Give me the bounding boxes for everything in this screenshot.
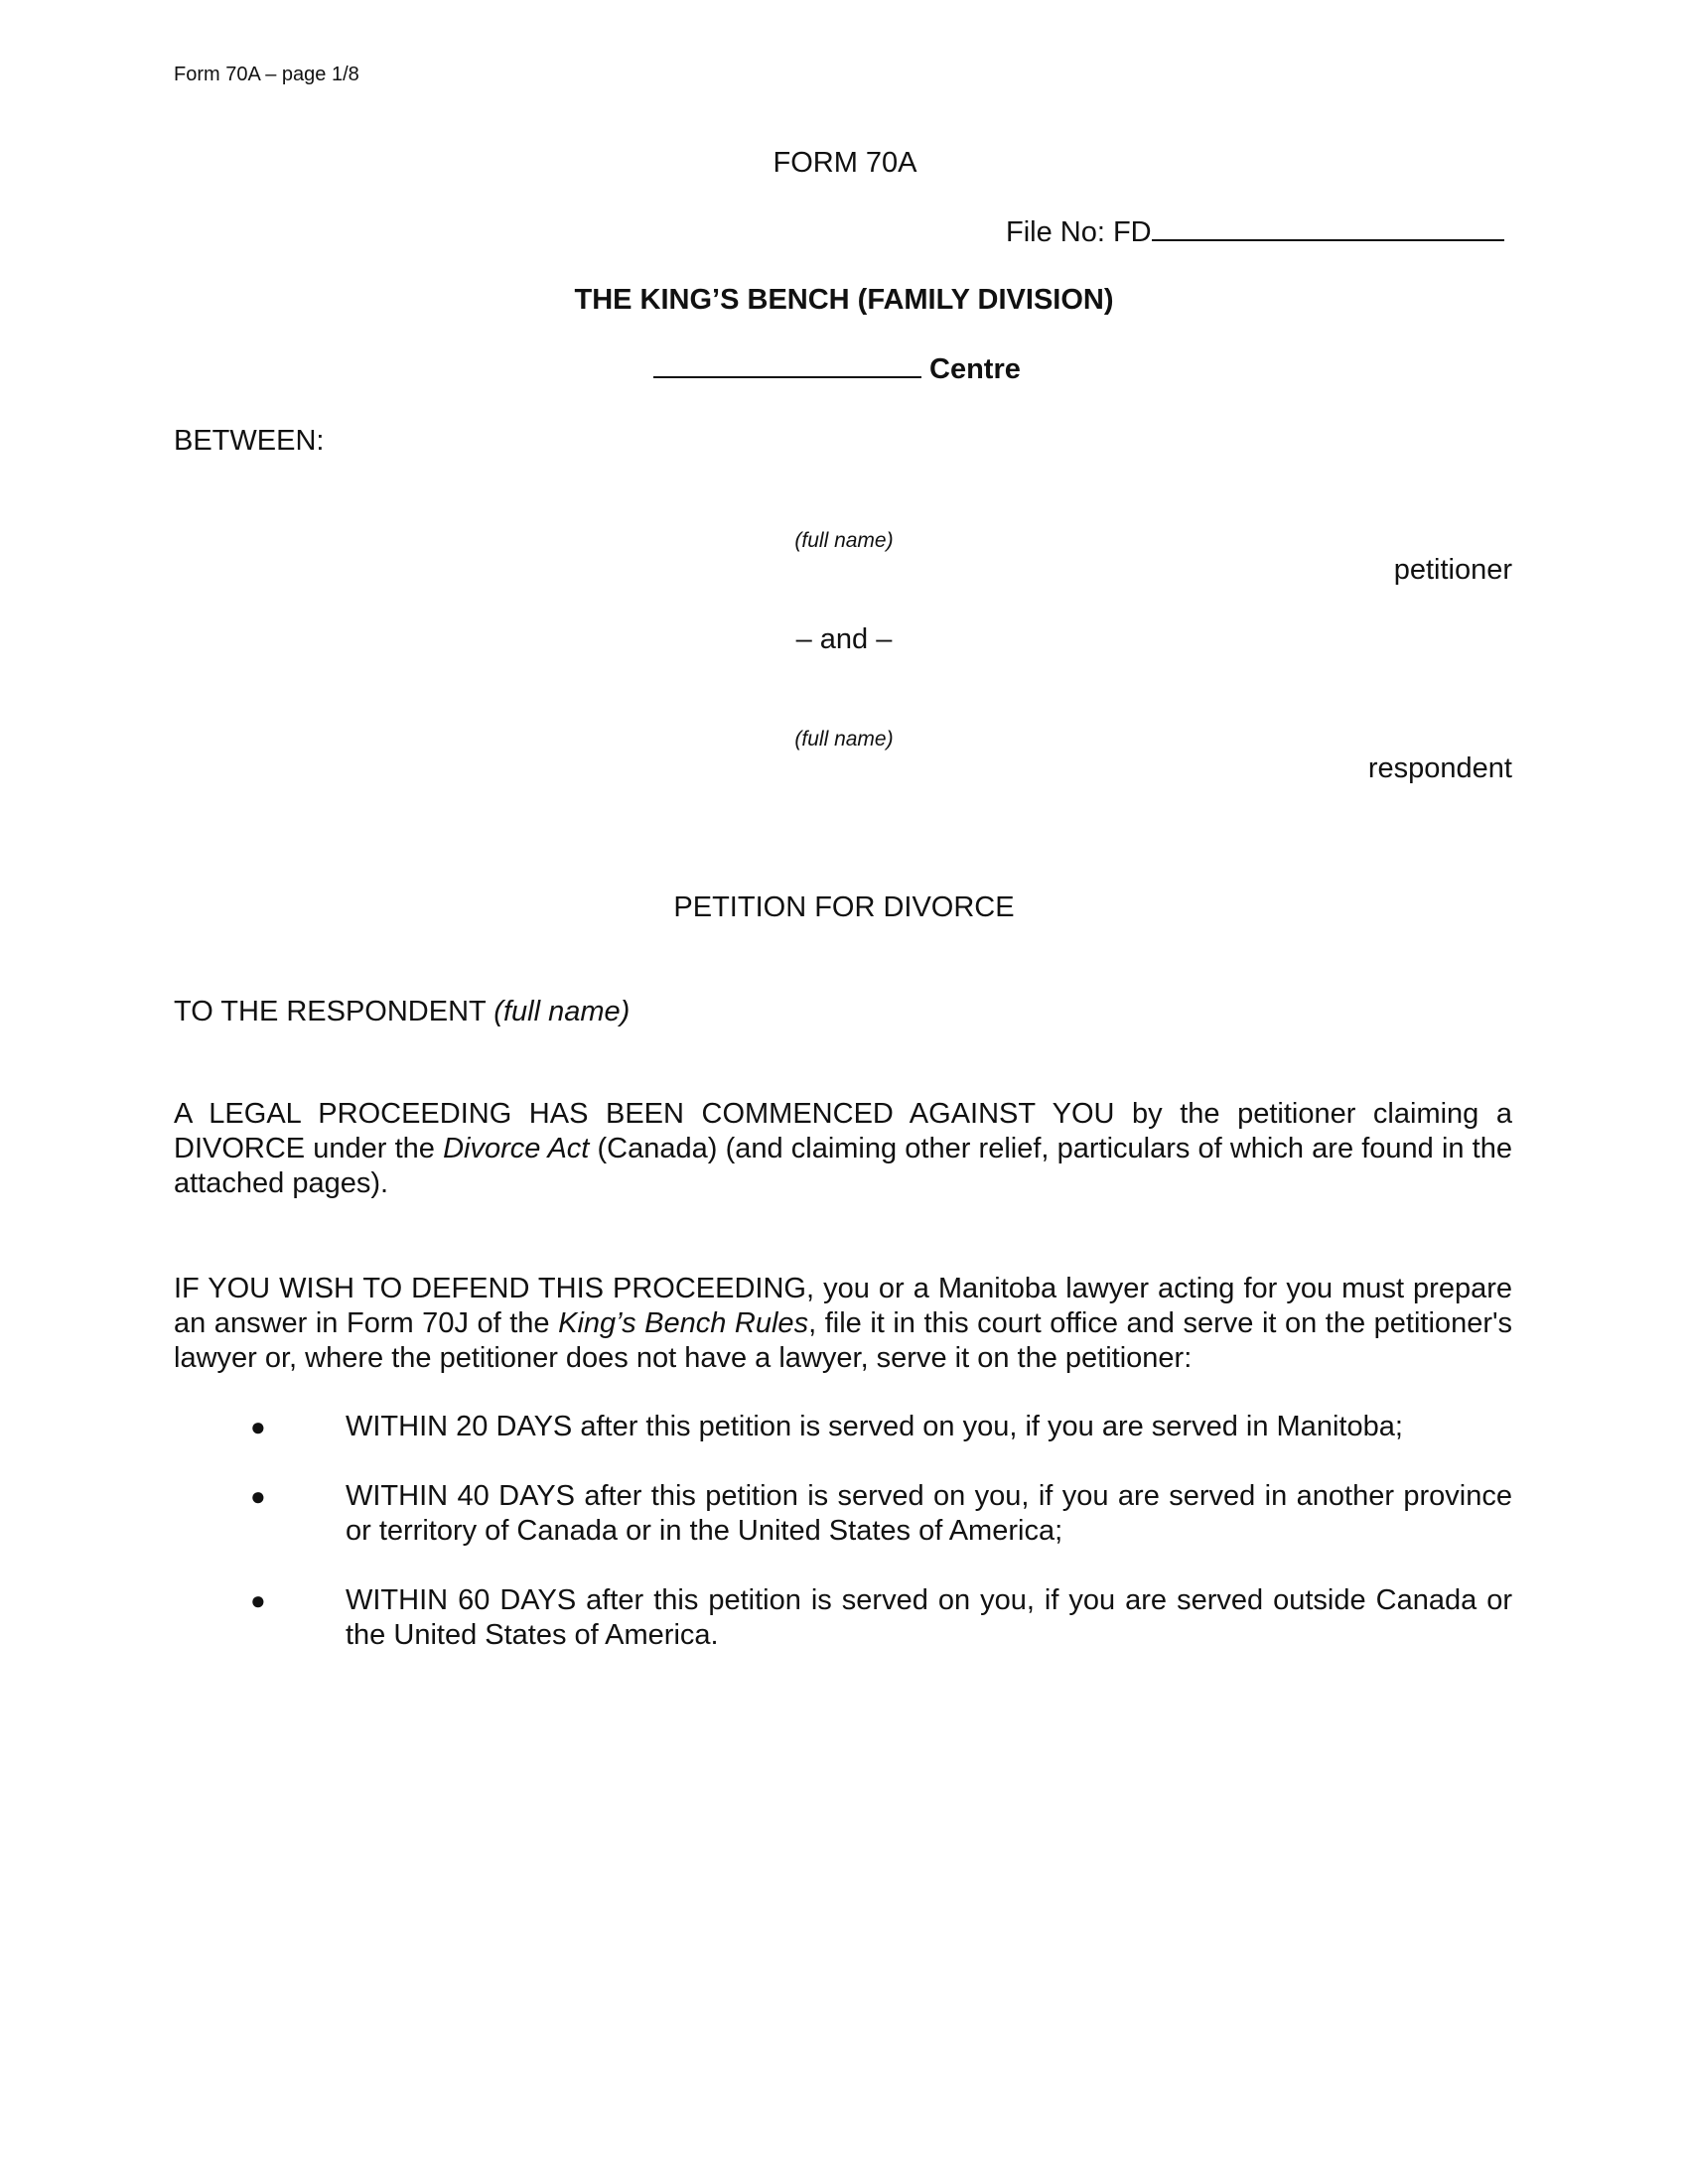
deadline-text: WITHIN 20 DAYS after this petition is served on you, if you are served in Manitoba;	[346, 1411, 1403, 1442]
deadline-list	[174, 1410, 1512, 1688]
to-respondent-hint: (full name)	[493, 996, 631, 1027]
deadline-text: WITHIN 40 DAYS after this petition is served on you, if you are served in another province or territory of Canada or in the United States of America;	[346, 1480, 1512, 1547]
to-respondent-label: TO THE RESPONDENT	[174, 996, 487, 1027]
deadline-text: WITHIN 60 DAYS after this petition is served on you, if you are served outside Canada or the United States of America.	[346, 1584, 1512, 1651]
divorce-act-reference: Divorce Act	[443, 1133, 590, 1164]
list-item	[174, 1479, 1512, 1549]
form-title	[0, 147, 1688, 180]
between-label: BETWEEN:	[174, 425, 325, 457]
document-title: PETITION FOR DIVORCE	[673, 891, 1015, 923]
and-separator: – and –	[795, 623, 893, 655]
notice-rest: (Canada) (and claiming other relief, particulars of which are found in the attached pages).	[174, 1133, 1512, 1199]
respondent-name-hint: (full name)	[794, 728, 894, 751]
centre-label: Centre	[929, 353, 1021, 385]
centre-blank[interactable]	[653, 354, 921, 378]
bullet-icon: ●	[250, 1412, 266, 1441]
notice-lead: A LEGAL PROCEEDING HAS BEEN COMMENCED AGAINST YOU by the petitioner claiming a DIVORCE under the	[174, 1098, 1512, 1164]
centre-field	[653, 353, 1021, 386]
file-number-blank[interactable]	[1152, 217, 1504, 241]
defend-lead: IF YOU WISH TO DEFEND THIS PROCEEDING, you or a Manitoba lawyer acting for you must prepare an answer in Form 70J of the	[174, 1273, 1512, 1339]
list-item	[174, 1410, 1512, 1444]
form-title-text: FORM 70A	[773, 147, 917, 179]
court-name: THE KING’S BENCH (FAMILY DIVISION)	[574, 284, 1114, 316]
respondent-role: respondent	[1367, 752, 1512, 784]
notice-paragraph	[174, 1097, 1512, 1201]
list-item	[174, 1583, 1512, 1653]
defend-paragraph	[174, 1272, 1512, 1376]
petitioner-name-hint: (full name)	[794, 529, 894, 552]
defend-rest: , file it in this court office and serve it on the petitioner's lawyer or, where the petitioner does not have a lawyer, serve it on the petitioner:	[174, 1307, 1513, 1374]
petitioner-role: petitioner	[1393, 554, 1512, 586]
to-respondent-line	[174, 996, 630, 1028]
bullet-icon: ●	[250, 1481, 266, 1511]
file-number-field	[1006, 216, 1504, 249]
file-number-label: File No: FD	[1006, 216, 1152, 248]
kings-bench-rules-reference: King’s Bench Rules	[558, 1307, 809, 1339]
bullet-icon: ●	[250, 1585, 266, 1615]
page-header: Form 70A – page 1/8	[174, 64, 359, 85]
